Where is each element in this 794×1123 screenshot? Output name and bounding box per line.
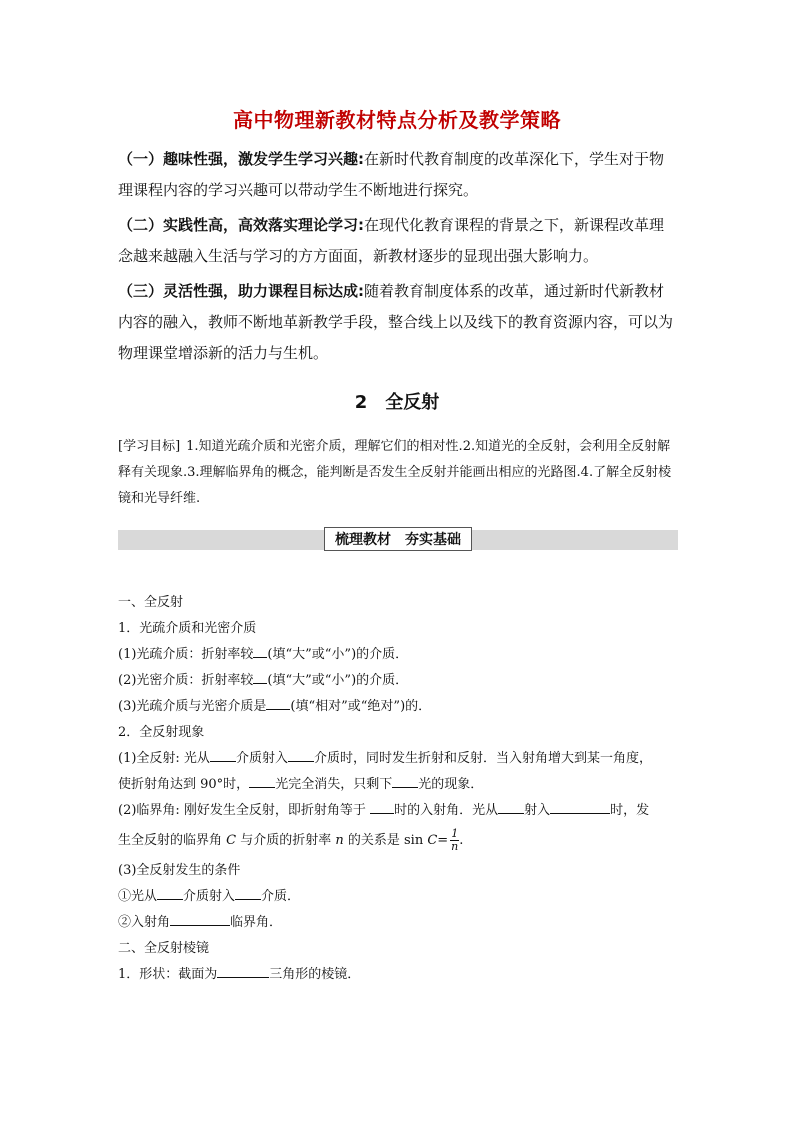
text: 时的入射角．光从 (394, 803, 499, 818)
fill-blank[interactable] (235, 885, 261, 900)
intro-lead-3: （三）灵活性强，助力课程目标达成: (118, 282, 365, 300)
symbol-n: n (335, 833, 344, 848)
intro-paragraph-3 (118, 276, 678, 369)
line-condition-2 (118, 910, 680, 936)
section-band (118, 530, 678, 550)
intro-section (118, 144, 678, 373)
text: ①光从 (118, 889, 158, 904)
line-optically-thin (118, 642, 680, 668)
fill-blank[interactable] (253, 669, 267, 684)
section-heading-2: 二、全反射棱镜 (118, 941, 210, 956)
line-prism-shape (118, 962, 680, 988)
fill-blank[interactable] (170, 911, 230, 926)
line-critical-angle (118, 798, 680, 824)
text: 1．形状：截面为 (118, 967, 218, 982)
text: 时，发 (610, 803, 650, 818)
text: (2)临界角: 刚好发生全反射，即折射角等于 (118, 803, 371, 818)
text: 临界角． (230, 915, 283, 930)
line-condition-1 (118, 884, 680, 910)
fill-blank[interactable] (266, 695, 290, 710)
equals-sign: = (437, 833, 449, 848)
page-title: 高中物理新教材特点分析及教学策略 (233, 108, 561, 132)
subheading-1-1: 1．光疏介质和光密介质 (118, 621, 257, 636)
fraction (450, 828, 459, 853)
text: 光完全消失，只剩下 (275, 777, 393, 792)
intro-text-3: 随着教育制度体系的改革，通过新时代新教材内容的融入，教师不断地革新教学手段，整合线上以及线下的教育资源内容，可以为物理课堂增添新的活力与生机。 (118, 282, 674, 362)
fraction-numerator: 1 (451, 827, 459, 840)
fill-blank[interactable] (249, 773, 275, 788)
goals-tag: [学习目标] (118, 439, 181, 454)
line-refraction-90 (118, 772, 680, 798)
section-heading-1: 一、全反射 (118, 595, 184, 610)
fill-blank[interactable] (550, 799, 610, 814)
intro-text-2: 在现代化教育课程的背景之下，新课程改革理念越来越融入生活与学习的方方面面，新教材逐步的显现出强大影响力。 (118, 216, 665, 265)
line-optically-dense (118, 668, 680, 694)
text: (1)光疏介质：折射率较 (118, 647, 254, 662)
text: (2)光密介质：折射率较 (118, 673, 254, 688)
text: . (459, 833, 464, 848)
subheading-1-2: 2．全反射现象 (118, 725, 205, 740)
text: 光的现象． (418, 777, 484, 792)
text: 介质射入 (235, 751, 288, 766)
chapter-heading (0, 388, 794, 414)
fraction-denominator: n (451, 840, 459, 853)
text: 与介质的折射率 (236, 833, 336, 848)
intro-lead-2: （二）实践性高，高效落实理论学习: (118, 216, 365, 234)
intro-text-1: 在新时代教育制度的改革深化下，学生对于物理课程内容的学习兴趣可以带动学生不断地进行探究。 (118, 150, 665, 199)
text: 使折射角达到 90°时， (118, 777, 250, 792)
fill-blank[interactable] (217, 963, 269, 978)
intro-paragraph-1 (118, 144, 678, 206)
line-critical-formula (118, 824, 680, 858)
text: (3)光疏介质与光密介质是 (118, 699, 267, 714)
text: 射入 (524, 803, 551, 818)
learning-goals (118, 434, 678, 512)
fill-blank[interactable] (288, 747, 314, 762)
symbol-c: C (427, 833, 438, 848)
fill-blank[interactable] (253, 643, 267, 658)
intro-lead-1: （一）趣味性强，激发学生学习兴趣: (118, 150, 365, 168)
text: 三角形的棱镜． (269, 967, 361, 982)
symbol-c: C (226, 833, 237, 848)
text: 介质时，同时发生折射和反射．当入射角增大到某一角度， (313, 751, 652, 766)
text: (填“大”或“小”)的介质． (267, 673, 409, 688)
goals-text: 1.知道光疏介质和光密介质，理解它们的相对性.2.知道光的全反射，会利用全反射解释有关现象.3.理解临界角的概念，能判断是否发生全反射并能画出相应的光路图.4.了解全反射棱镜和光导纤维. (118, 439, 672, 506)
chapter-number: 2 (354, 392, 368, 413)
text: ②入射角 (118, 915, 171, 930)
fill-blank[interactable] (210, 747, 236, 762)
text: 的关系是 sin (343, 833, 428, 848)
text: 介质． (261, 889, 301, 904)
fill-blank[interactable] (498, 799, 524, 814)
chapter-name: 全反射 (385, 392, 440, 413)
intro-paragraph-2 (118, 210, 678, 272)
text: 生全反射的临界角 (118, 833, 227, 848)
line-relativity (118, 694, 680, 720)
text: (填“相对”或“绝对”)的． (290, 699, 432, 714)
fill-blank[interactable] (370, 799, 394, 814)
content-section (118, 590, 680, 988)
text: 介质射入 (183, 889, 236, 904)
text: (1)全反射: 光从 (118, 751, 210, 766)
subheading-1-3: (3)全反射发生的条件 (118, 863, 241, 878)
line-total-reflection (118, 746, 680, 772)
text: (填“大”或“小”)的介质． (267, 647, 409, 662)
section-band-label: 梳理教材 夯实基础 (324, 527, 472, 551)
fill-blank[interactable] (157, 885, 183, 900)
fill-blank[interactable] (392, 773, 418, 788)
